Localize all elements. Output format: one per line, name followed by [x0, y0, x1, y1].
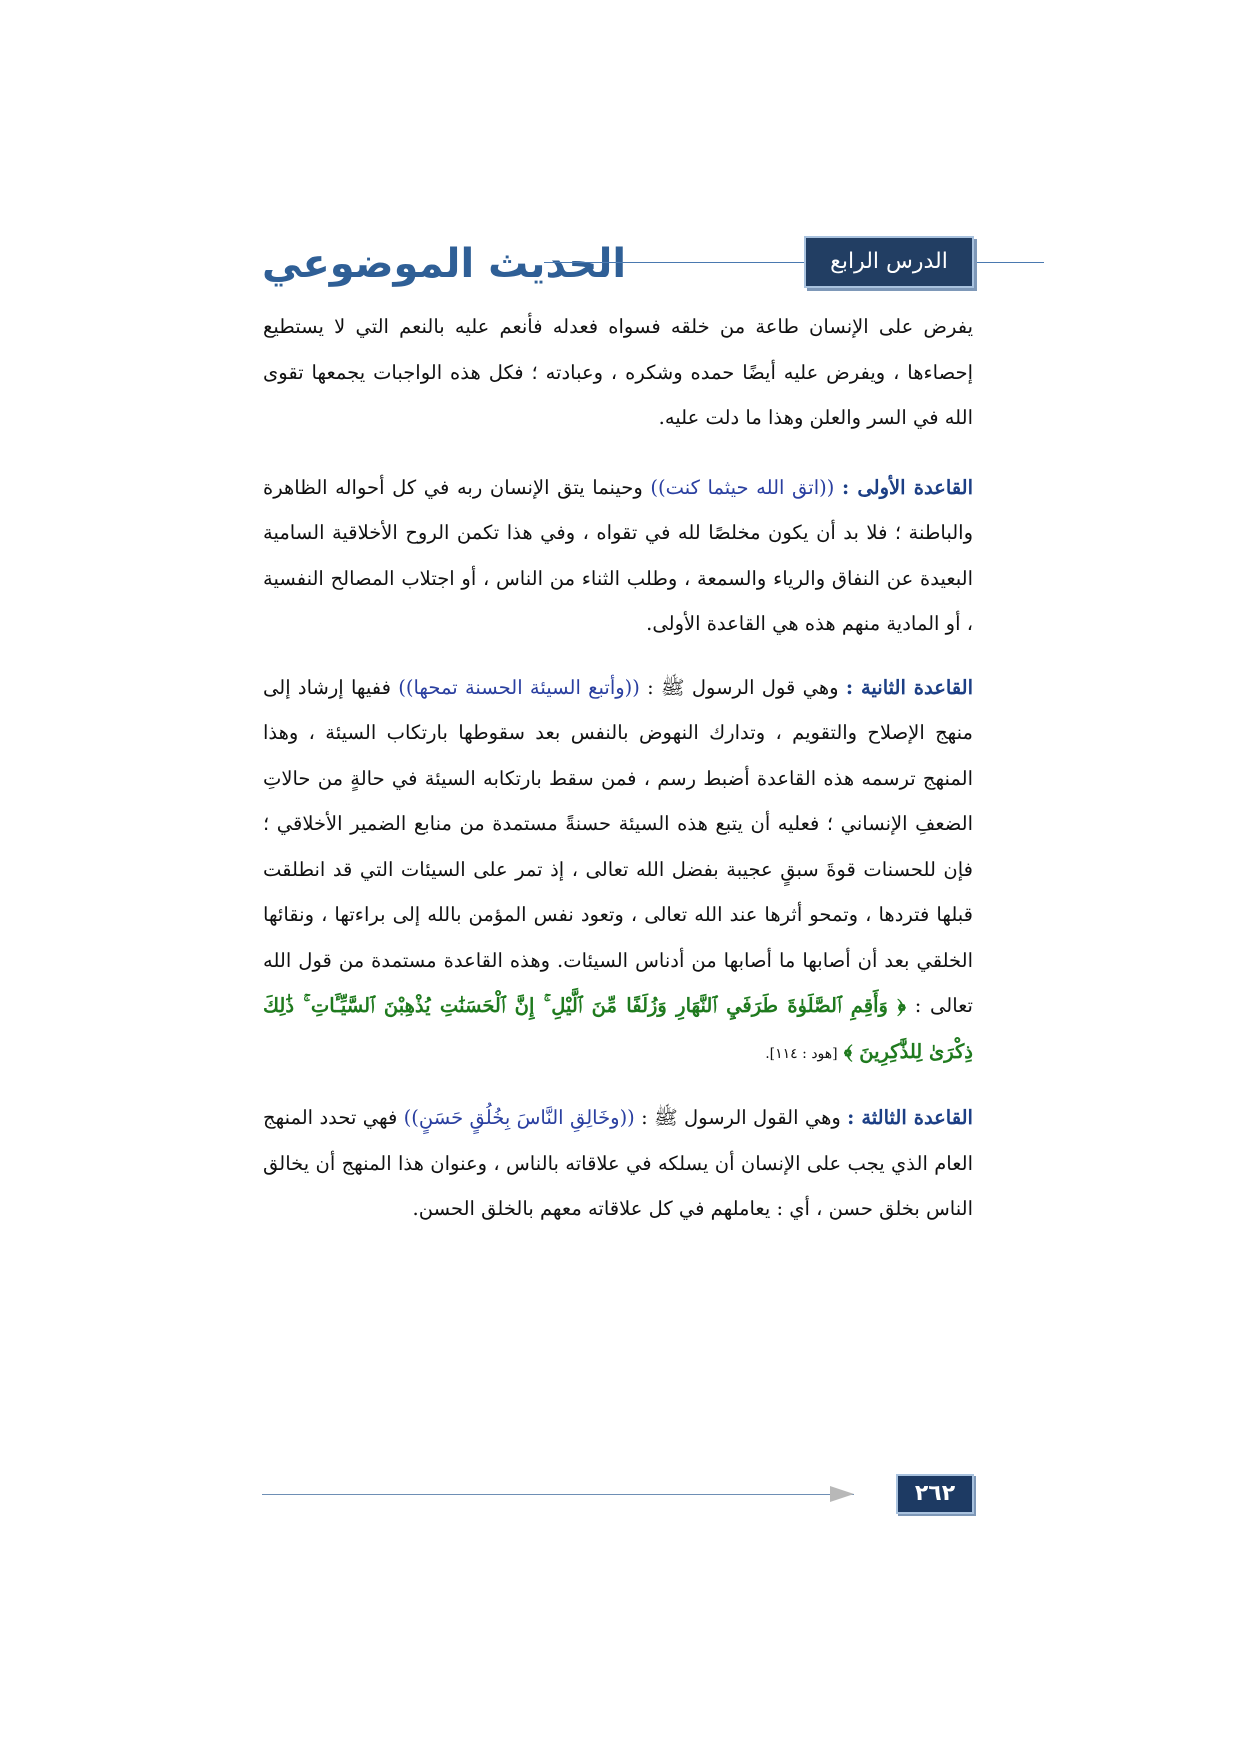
rule3-hadith: ((وخَالِقِ النَّاسَ بِخُلُقٍ حَسَنٍ)) — [403, 1106, 635, 1129]
rule2-quran-verse: ﴿ وَأَقِمِ ٱلصَّلَوٰةَ طَرَفَيِ ٱلنَّهَارِ وَزُلَفًا مِّنَ ٱلَّيْلِ ۚ إِنَّ ٱلْحَسَنَٰتِ يُذْهِبْنَ ٱلسَّيِّـَٔاتِ ۚ ذَٰلِكَ ذِكْرَىٰ لِلذَّٰكِرِينَ ﴾ — [263, 994, 973, 1063]
page-content — [263, 304, 973, 1232]
rule2-text: ففيها إرشاد إلى منهج الإصلاح والتقويم ، وتدارك النهوض بالنفس بعد سقوطها بارتكاب السيئة ، وهذا المنهج ترسمه هذه القاعدة أضبط رسم ، فمن سقط بارتكابه السيئة في حالةٍ من حالاتِ الضعفِ الإنساني ؛ فعليه أن يتبع هذه السيئة حسنةً مستمدة من منابع الضمير الأخلاقي ؛ فإن للحسنات قوةَ سبقٍ عجيبة بفضل الله تعالى ، إذ تمر على السيئات التي قد انطلقت قبلها فتردها ، وتمحو أثرها عند الله تعالى ، وتعود نفس المؤمن بالله إلى براءتها ، ونقائها الخلقي بعد أن أصابها ما أصابها من أدناس السيئات. وهذه القاعدة مستمدة من قول الله تعالى : — [263, 675, 973, 1017]
rule1-hadith: ((اتق الله حيثما كنت)) — [650, 475, 835, 499]
page-footer — [262, 1474, 974, 1516]
intro-text: يفرض على الإنسان طاعة من خلقه فسواه فعدله فأنعم عليه بالنعم التي لا يستطيع إحصاءها ، ويفرض عليه أيضًا حمده وشكره ، وعبادته ؛ فكل هذه الواجبات يجمعها تقوى الله في السر والعلن وهذا ما دلت عليه. — [263, 315, 973, 429]
rule2-label: القاعدة الثانية : — [845, 675, 974, 699]
rule3-label: القاعدة الثالثة : — [847, 1106, 973, 1129]
rule1-paragraph — [263, 465, 973, 647]
footer-rule — [262, 1494, 854, 1495]
rule3-paragraph — [263, 1095, 973, 1232]
rule2-hadith: ((وأتبع السيئة الحسنة تمحها)) — [398, 675, 640, 699]
footer-wedge — [830, 1486, 854, 1502]
page-number: ٢٦٢ — [896, 1474, 974, 1514]
rule2-reference: [هود : ١١٤]. — [765, 1045, 838, 1062]
rule2-paragraph — [263, 665, 973, 1078]
book-title: الحديث الموضوعي — [262, 241, 627, 287]
rule2-intro: وهي قول الرسول ﷺ : — [647, 675, 839, 699]
rule3-text: فهي تحدد المنهج العام الذي يجب على الإنسان أن يسلكه في علاقاته بالناس ، وعنوان هذا المنهج أن يخالق الناس بخلق حسن ، أي : يعاملهم في كل علاقاته معهم بالخلق الحسن. — [263, 1106, 973, 1220]
rule1-text: وحينما يتق الإنسان ربه في كل أحواله الظاهرة والباطنة ؛ فلا بد أن يكون مخلصًا لله في تقواه ، وفي هذا تكمن الروح الأخلاقية السامية البعيدة عن النفاق والرياء والسمعة ، وطلب الثناء من الناس ، أو اجتلاب المصالح النفسية ، أو المادية منهم هذه هي القاعدة الأولى. — [263, 475, 973, 635]
page-header — [262, 236, 974, 322]
rule3-intro: وهي القول الرسول ﷺ : — [641, 1106, 841, 1129]
lesson-tab: الدرس الرابع عشر — [804, 236, 974, 288]
rule1-label: القاعدة الأولى : — [841, 475, 973, 499]
intro-paragraph — [263, 304, 973, 441]
